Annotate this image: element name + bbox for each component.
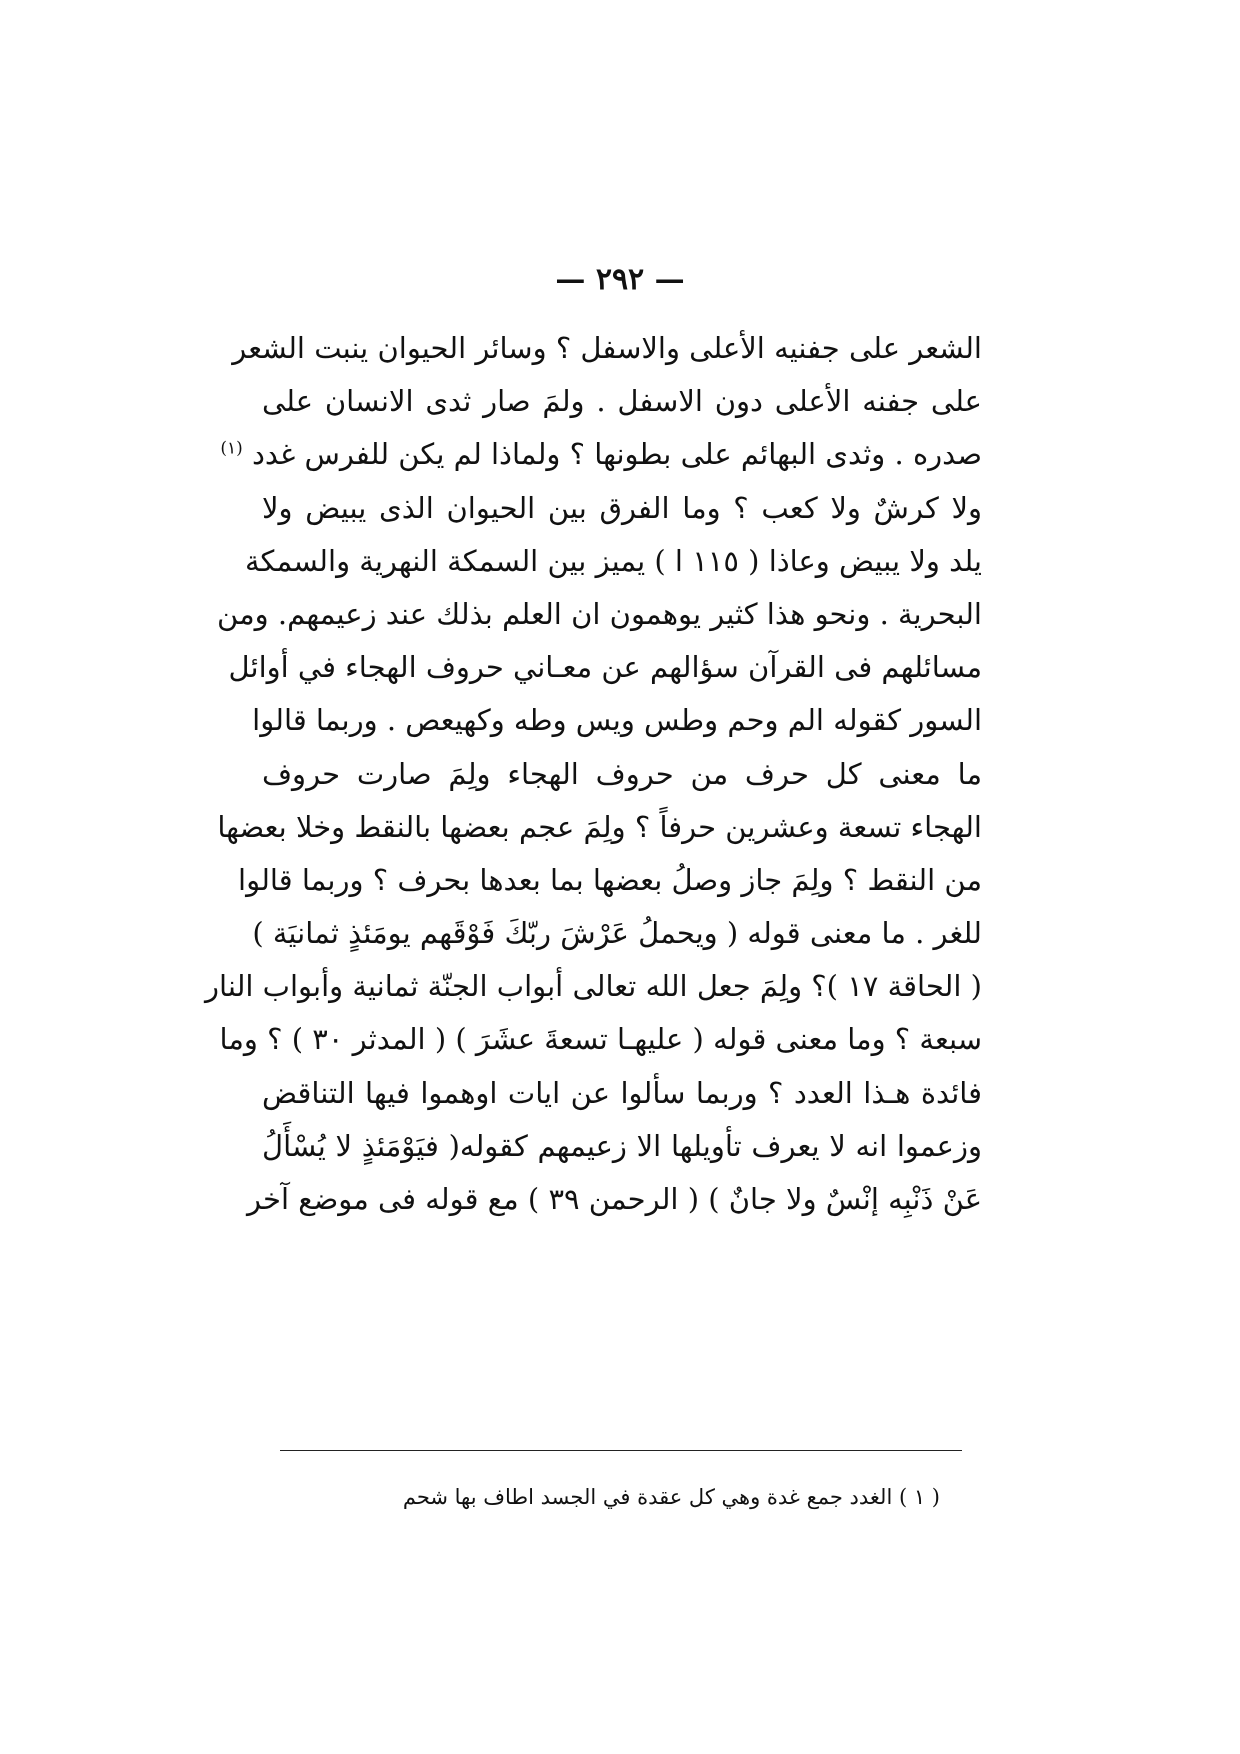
text-line-12: للغر . ما معنى قوله ( ويحملُ عَرْشَ ربّكَ فَوْقَهم يومَئذٍ ثمانيَة ) <box>252 916 982 951</box>
text-line-9: ما معنى كل حرف من حروف الهجاء ولِمَ صارت حروف <box>262 756 982 791</box>
text-line-16: وزعموا انه لا يعرف تأويلها الا زعيمهم كقوله( فيَوْمَئذٍ لا يُسْأَلُ <box>262 1128 982 1163</box>
text-line-1: الشعر على جفنيه الأعلى والاسفل ؟ وسائر الحيوان ينبت الشعر <box>232 331 982 365</box>
text-line-3 <box>220 428 982 481</box>
footnote-divider <box>280 1450 962 1451</box>
text-line-4: ولا كرشٌ ولا كعب ؟ وما الفرق بين الحيوان الذى يبيض ولا <box>262 490 982 525</box>
text-line-7: مسائلهم فى القرآن سؤالهم عن معـاني حروف الهجاء في أوائل <box>228 650 982 685</box>
page-number: — ٢٩٢ — <box>555 262 685 297</box>
text-line-17: عَنْ ذَنْبِه إنْسٌ ولا جانٌ ) ( الرحمن ٣٩ ) مع قوله فى موضع آخر <box>247 1182 982 1216</box>
footnote: ( ١ ) الغدد جمع غدة وهي كل عقدة في الجسد اطاف بها شحم <box>402 1485 940 1509</box>
text-line-14: سبعة ؟ وما معنى قوله ( عليهـا تسعةَ عشَرَ ) ( المدثر ٣٠ ) ؟ وما <box>219 1022 982 1057</box>
text-line-13: ( الحاقة ١٧ )؟ ولِمَ جعل الله تعالى أبواب الجنّة ثمانية وأبواب النار <box>204 969 982 1004</box>
text-line-3-content: صدره . وثدى البهائم على بطونها ؟ ولماذا لم يكن للفرس غدد <box>252 437 982 472</box>
text-line-15: فائدة هـذا العدد ؟ وربما سألوا عن ايات اوهموا فيها التناقض <box>262 1075 982 1110</box>
text-line-8: السور كقوله الم وحم وطس ويس وطه وكهيعص . وربما قالوا <box>252 703 982 738</box>
text-line-2: على جفنه الأعلى دون الاسفل . ولمَ صار ثدى الانسان على <box>262 384 982 419</box>
text-line-11: من النقط ؟ ولِمَ جاز وصلُ بعضها بما بعدها بحرف ؟ وربما قالوا <box>238 862 982 897</box>
text-line-5: يلد ولا يبيض وعاذا ( ١١٥ ا ) يميز بين السمكة النهرية والسمكة <box>244 543 982 578</box>
text-line-10: الهجاء تسعة وعشرين حرفاً ؟ ولِمَ عجم بعضها بالنقط وخلا بعضها <box>217 809 982 844</box>
body-text <box>204 322 982 1226</box>
footnote-marker: (١) <box>220 438 243 459</box>
text-line-6: البحرية . ونحو هذا كثير يوهمون ان العلم بذلك عند زعيمهم. ومن <box>217 596 982 631</box>
